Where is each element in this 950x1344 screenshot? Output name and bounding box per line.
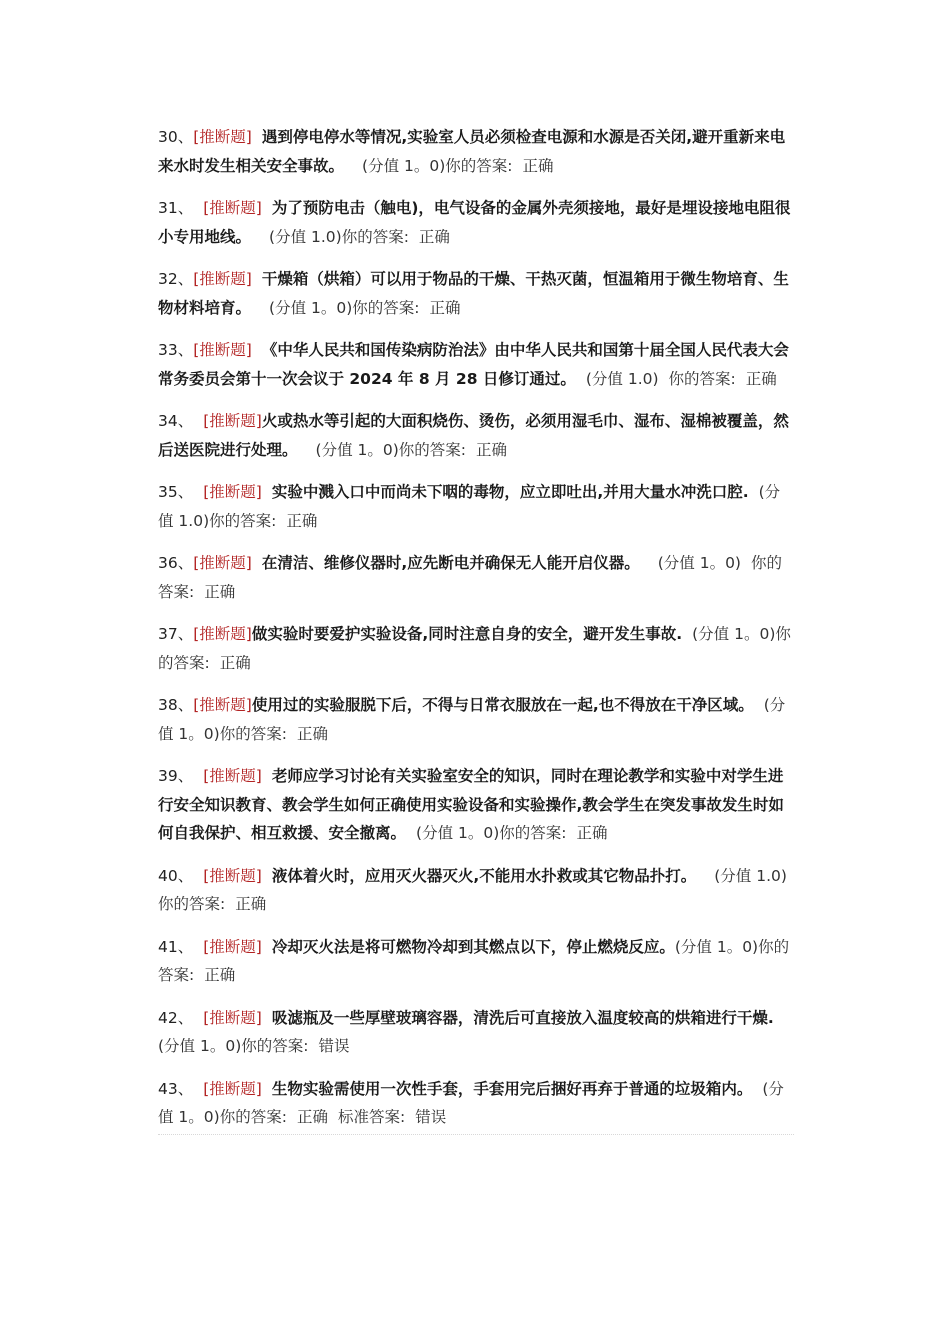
question-number: 38、 <box>158 696 194 714</box>
question-number: 33、 <box>158 341 194 359</box>
question-score: (分值 1。0) <box>269 298 353 317</box>
question-number: 37、 <box>158 625 194 643</box>
answer-label: 你的答案: <box>499 824 567 842</box>
standard-answer-label: 标准答案: <box>337 1108 406 1126</box>
question-score: (分值 1。0) <box>315 440 399 459</box>
question-type-tag: [推断题] <box>203 937 262 956</box>
question-text: 做实验时要爱护实验设备,同时注意自身的安全，避开发生事故. <box>251 625 683 643</box>
question-text: 实验中溅入口中而尚未下咽的毒物，应立即吐出,并用大量水冲洗口腔. <box>271 483 749 501</box>
question-score: (分值 1.0) <box>269 227 342 246</box>
question-number: 30、 <box>158 128 194 146</box>
question-number: 42、 <box>158 1008 194 1027</box>
question-text: 干燥箱（烘箱）可以用于物品的干燥、干热灭菌，恒温箱用于微生物培育、生物材料培育。 <box>158 270 789 317</box>
question-number: 34、 <box>158 412 194 430</box>
question-item <box>158 265 794 322</box>
question-text: 在清洁、维修仪器时,应先断电并确保无人能开启仪器。 <box>261 554 640 572</box>
question-type-tag: [推断题] <box>203 412 262 430</box>
question-type-tag: [推断题] <box>193 128 252 146</box>
question-score: (分值 1。0) <box>158 1037 242 1055</box>
answer-label: 你的答案: <box>219 1108 287 1126</box>
question-type-tag: [推断题] <box>203 199 262 217</box>
question-item <box>158 862 794 919</box>
question-number: 35、 <box>158 483 194 501</box>
question-text: 吸滤瓶及一些厚壁玻璃容器，清洗后可直接放入温度较高的烘箱进行干燥. <box>271 1008 774 1027</box>
answer-value: 正确 <box>219 653 251 672</box>
bottom-divider <box>158 1134 794 1135</box>
answer-value: 正确 <box>476 440 508 459</box>
question-text: 老师应学习讨论有关实验室安全的知识，同时在理论教学和实验中对学生进行安全知识教育、教会学生如何正确使用实验设备和实验操作,教会学生在突发事故发生时如何自我保护、相互救援、安全撤离。 <box>158 767 784 842</box>
answer-label: 你的答案: <box>352 298 420 317</box>
question-text: 为了预防电击（触电)，电气设备的金属外壳须接地，最好是埋设接地电阻很小专用地线。 <box>158 199 791 246</box>
answer-label: 你的答案: <box>158 554 782 601</box>
question-type-tag: [推断题] <box>203 767 262 785</box>
question-score: (分值 1。0) <box>158 1079 784 1126</box>
answer-value: 正确 <box>296 1108 328 1126</box>
answer-label: 你的答案: <box>445 156 513 175</box>
answer-value: 正确 <box>429 298 461 317</box>
answer-label: 你的答案: <box>241 1037 309 1055</box>
answer-label: 你的答案: <box>158 625 791 672</box>
standard-answer-value: 错误 <box>415 1108 447 1126</box>
question-text: 液体着火时，应用灭火器灭火,不能用水扑救或其它物品扑打。 <box>271 866 697 885</box>
question-text: 遇到停电停水等情况,实验室人员必须检查电源和水源是否关闭,避开重新来电来水时发生相关安全事故。 <box>158 128 786 175</box>
question-item <box>158 762 794 848</box>
question-number: 43、 <box>158 1079 194 1098</box>
question-type-tag: [推断题] <box>203 1008 262 1027</box>
question-type-tag: [推断题] <box>193 625 252 643</box>
question-text: 使用过的实验服脱下后，不得与日常衣服放在一起,也不得放在干净区域。 <box>251 696 754 714</box>
question-number: 36、 <box>158 554 194 572</box>
question-number: 31、 <box>158 199 194 217</box>
answer-value: 正确 <box>745 369 777 388</box>
question-type-tag: [推断题] <box>193 341 252 359</box>
answer-value: 正确 <box>204 966 236 984</box>
question-type-tag: [推断题] <box>193 554 252 572</box>
question-item <box>158 123 794 180</box>
question-score: (分值 1.0) <box>585 369 659 388</box>
answer-label: 你的答案: <box>398 440 466 459</box>
question-score: (分值 1。0) <box>158 696 786 743</box>
question-item <box>158 194 794 251</box>
question-item <box>158 620 794 677</box>
question-number: 39、 <box>158 767 194 785</box>
question-type-tag: [推断题] <box>203 1079 262 1098</box>
answer-label: 你的答案: <box>668 369 736 388</box>
question-text: 《中华人民共和国传染病防治法》由中华人民共和国第十届全国人民代表大会常务委员会第十一次会议于 2024 年 8 月 28 日修订通过。 <box>158 341 789 388</box>
question-score: (分值 1.0) <box>714 866 787 885</box>
question-score: (分值 1。0) <box>657 554 741 572</box>
question-item <box>158 1004 794 1061</box>
question-item <box>158 691 794 748</box>
question-number: 41、 <box>158 937 194 956</box>
question-type-tag: [推断题] <box>193 270 252 288</box>
answer-value: 正确 <box>286 511 318 530</box>
answer-value: 正确 <box>296 724 328 743</box>
question-type-tag: [推断题] <box>193 696 252 714</box>
question-item <box>158 1075 794 1132</box>
answer-value: 错误 <box>318 1037 350 1055</box>
answer-value: 正确 <box>522 156 554 175</box>
answer-value: 正确 <box>235 895 267 913</box>
question-type-tag: [推断题] <box>203 866 262 885</box>
question-item <box>158 933 794 990</box>
question-number: 32、 <box>158 270 194 288</box>
answer-label: 你的答案: <box>158 895 226 913</box>
answer-label: 你的答案: <box>209 511 277 530</box>
answer-value: 正确 <box>418 227 450 246</box>
question-item <box>158 336 794 393</box>
question-text: 生物实验需使用一次性手套，手套用完后捆好再弃于普通的垃圾箱内。 <box>271 1079 753 1098</box>
answer-label: 你的答案: <box>341 227 409 246</box>
question-item <box>158 549 794 606</box>
question-item <box>158 478 794 535</box>
answer-value: 正确 <box>204 582 236 601</box>
question-text: 火或热水等引起的大面积烧伤、烫伤，必须用湿毛巾、湿布、湿棉被覆盖，然后送医院进行处理。 <box>158 412 789 459</box>
question-item <box>158 407 794 464</box>
question-score: (分值 1。0) <box>692 625 776 643</box>
question-list <box>158 123 794 1135</box>
question-score: (分值 1。0) <box>362 156 446 175</box>
question-score: (分值 1。0) <box>416 824 500 842</box>
answer-label: 你的答案: <box>158 937 790 984</box>
question-type-tag: [推断题] <box>203 483 262 501</box>
question-score: (分值 1。0) <box>674 937 759 956</box>
question-text: 冷却灭火法是将可燃物冷却到其燃点以下，停止燃烧反应。 <box>271 937 675 956</box>
question-number: 40、 <box>158 866 194 885</box>
answer-value: 正确 <box>576 824 608 842</box>
answer-label: 你的答案: <box>219 724 287 743</box>
question-score: (分值 1.0) <box>158 483 781 530</box>
